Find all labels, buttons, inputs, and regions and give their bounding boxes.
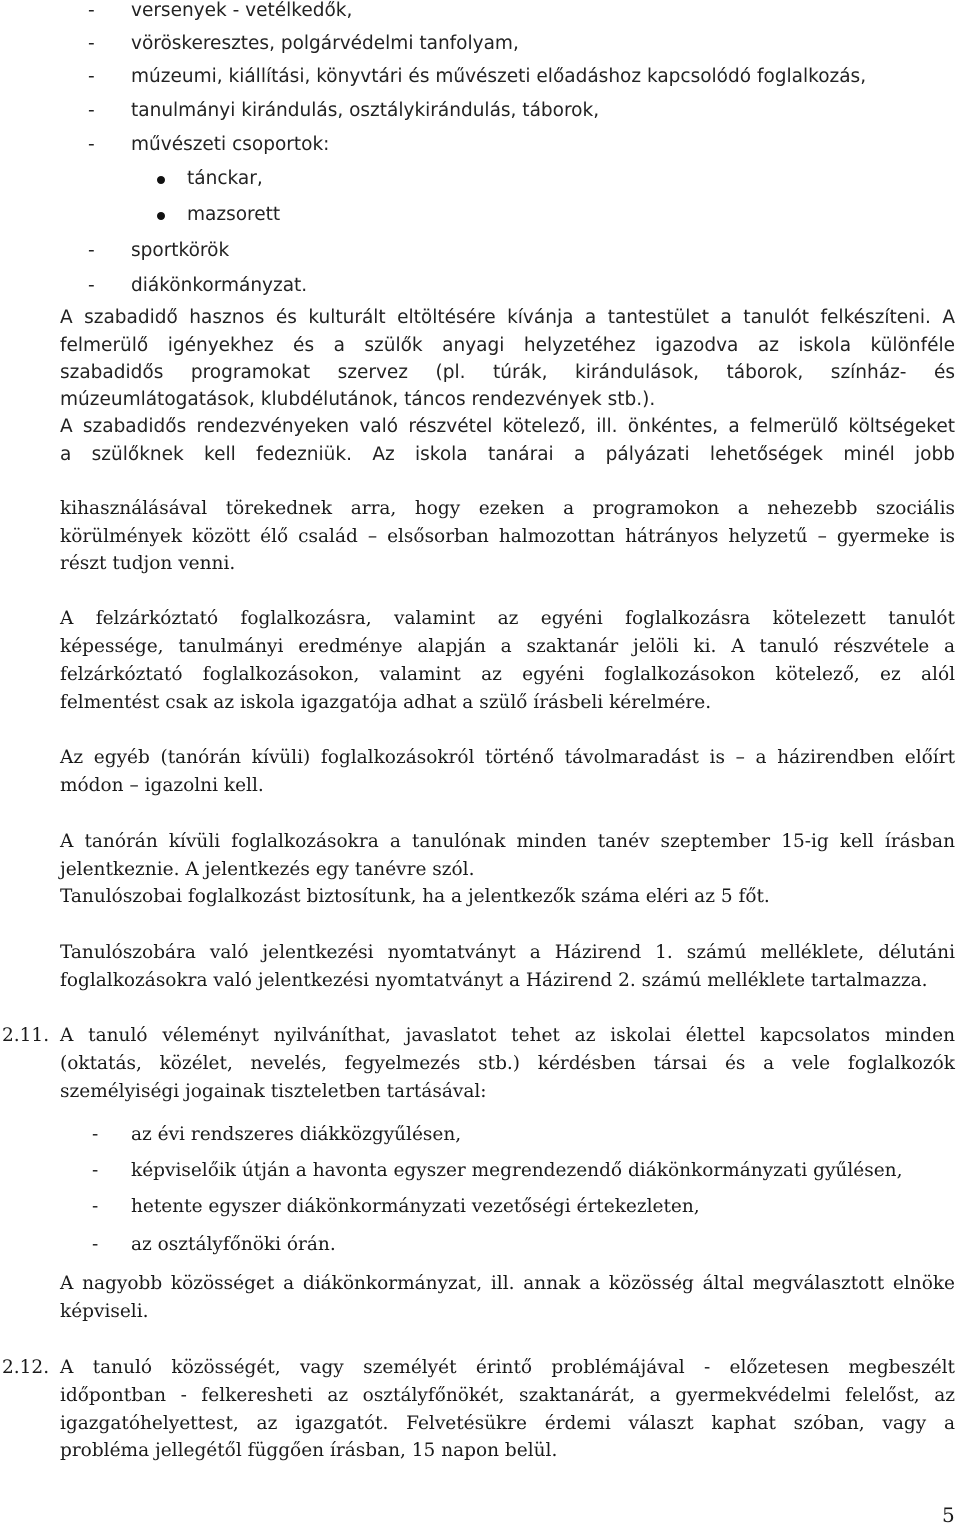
text-line: A nagyobb közösséget a diákönkormányzat, ill. annak a közösség által megválasztott elnöke	[60, 1273, 955, 1294]
section-number: 2.11.	[2, 1025, 50, 1046]
text-line: Tanulószobára való jelentkezési nyomtatványt a Házirend 1. számú melléklete, délutáni	[60, 942, 955, 963]
list-item: sportkörök	[131, 240, 230, 261]
list-item: az évi rendszeres diákközgyűlésen,	[131, 1124, 462, 1145]
list-dash: -	[88, 66, 95, 87]
bullet-icon	[157, 176, 165, 184]
text-line: múzeumlátogatások, klubdélutánok, táncos rendezvények stb.).	[60, 389, 656, 410]
text-line: A szabadidős rendezvényeken való részvétel kötelező, ill. önkéntes, a felmerülő költségeket	[60, 416, 955, 437]
text-line: körülmények között élő család – elsősorban halmozottan hátrányos helyzetű – gyermeke is	[60, 526, 955, 547]
section-number: 2.12.	[2, 1357, 50, 1378]
text-line: A tanuló véleményt nyilváníthat, javaslatot tehet az iskolai élettel kapcsolatos minden	[60, 1025, 955, 1046]
list-item: diákönkormányzat.	[131, 275, 308, 296]
text-line: A tanuló közösségét, vagy személyét érintő problémájával - előzetesen megbeszélt	[60, 1357, 955, 1378]
sub-list-item: mazsorett	[187, 204, 281, 225]
text-line: részt tudjon venni.	[60, 553, 236, 574]
list-dash: -	[92, 1160, 99, 1181]
text-line: szabadidős programokat szervez (pl. túrák, kirándulások, táborok, színház- és	[60, 362, 955, 383]
list-item: képviselőik útján a havonta egyszer megrendezendő diákönkormányzati gyűlésen,	[131, 1160, 903, 1181]
list-item: művészeti csoportok:	[131, 134, 330, 155]
text-line: A tanórán kívüli foglalkozásokra a tanulónak minden tanév szeptember 15-ig kell írásban	[60, 831, 955, 852]
text-line: képviseli.	[60, 1301, 149, 1322]
text-line: a szülőknek kell fedezniük. Az iskola tanárai a pályázati lehetőségek minél jobb	[60, 444, 955, 465]
text-line: személyiségi jogainak tiszteletben tartásával:	[60, 1081, 487, 1102]
list-dash: -	[88, 100, 95, 121]
text-line: jelentkeznie. A jelentkezés egy tanévre szól.	[60, 859, 475, 880]
text-line: felzárkóztató foglalkozásokon, valamint az egyéni foglalkozásokon kötelező, ez alól	[60, 664, 955, 685]
list-dash: -	[92, 1234, 99, 1255]
list-item: hetente egyszer diákönkormányzati vezetőségi értekezleten,	[131, 1196, 700, 1217]
list-dash: -	[88, 134, 95, 155]
text-line: felmerülő igényekhez és a szülők anyagi helyzetéhez igazodva az iskola különféle	[60, 335, 955, 356]
sub-list-item: tánckar,	[187, 168, 263, 189]
text-line: kihasználásával törekednek arra, hogy ezeken a programokon a nehezebb szociális	[60, 498, 955, 519]
list-item: az osztályfőnöki órán.	[131, 1234, 336, 1255]
text-line: képessége, tanulmányi eredménye alapján a szaktanár jelöli ki. A tanuló részvétele a	[60, 636, 955, 657]
text-line: A szabadidő hasznos és kulturált eltöltésére kívánja a tantestület a tanulót felkészíteni. A	[60, 307, 955, 328]
text-line: igazgatóhelyettest, az igazgatót. Felvetésükre érdemi választ kaphat szóban, vagy a	[60, 1413, 955, 1434]
text-line: (oktatás, közélet, nevelés, fegyelmezés stb.) kérdésben társai és a vele foglalkozók	[60, 1053, 955, 1074]
list-item: vöröskeresztes, polgárvédelmi tanfolyam,	[131, 33, 519, 54]
list-dash: -	[92, 1196, 99, 1217]
list-dash: -	[88, 240, 95, 261]
text-line: Tanulószobai foglalkozást biztosítunk, ha a jelentkezők száma eléri az 5 főt.	[60, 886, 770, 907]
text-line: Az egyéb (tanórán kívüli) foglalkozásokról történő távolmaradást is – a házirendben előírt	[60, 747, 955, 768]
text-line: foglalkozásokra való jelentkezési nyomtatványt a Házirend 2. számú melléklete tartalmazza.	[60, 970, 928, 991]
list-item: múzeumi, kiállítási, könyvtári és művészeti előadáshoz kapcsolódó foglalkozás,	[131, 66, 867, 87]
text-line: módon – igazolni kell.	[60, 775, 264, 796]
text-line: felmentést csak az iskola igazgatója adhat a szülő írásbeli kérelmére.	[60, 692, 712, 713]
list-dash: -	[88, 275, 95, 296]
text-line: probléma jellegétől függően írásban, 15 napon belül.	[60, 1440, 558, 1461]
list-dash: -	[88, 33, 95, 54]
list-item: tanulmányi kirándulás, osztálykirándulás, táborok,	[131, 100, 600, 121]
list-dash: -	[88, 0, 95, 21]
text-line: A felzárkóztató foglalkozásra, valamint az egyéni foglalkozásra kötelezett tanulót	[60, 608, 955, 629]
bullet-icon	[157, 212, 165, 220]
page-number: 5	[942, 1503, 955, 1527]
text-line: időpontban - felkeresheti az osztályfőnökét, szaktanárát, a gyermekvédelmi felelőst, az	[60, 1385, 955, 1406]
list-dash: -	[92, 1124, 99, 1145]
list-item: versenyek - vetélkedők,	[131, 0, 353, 21]
